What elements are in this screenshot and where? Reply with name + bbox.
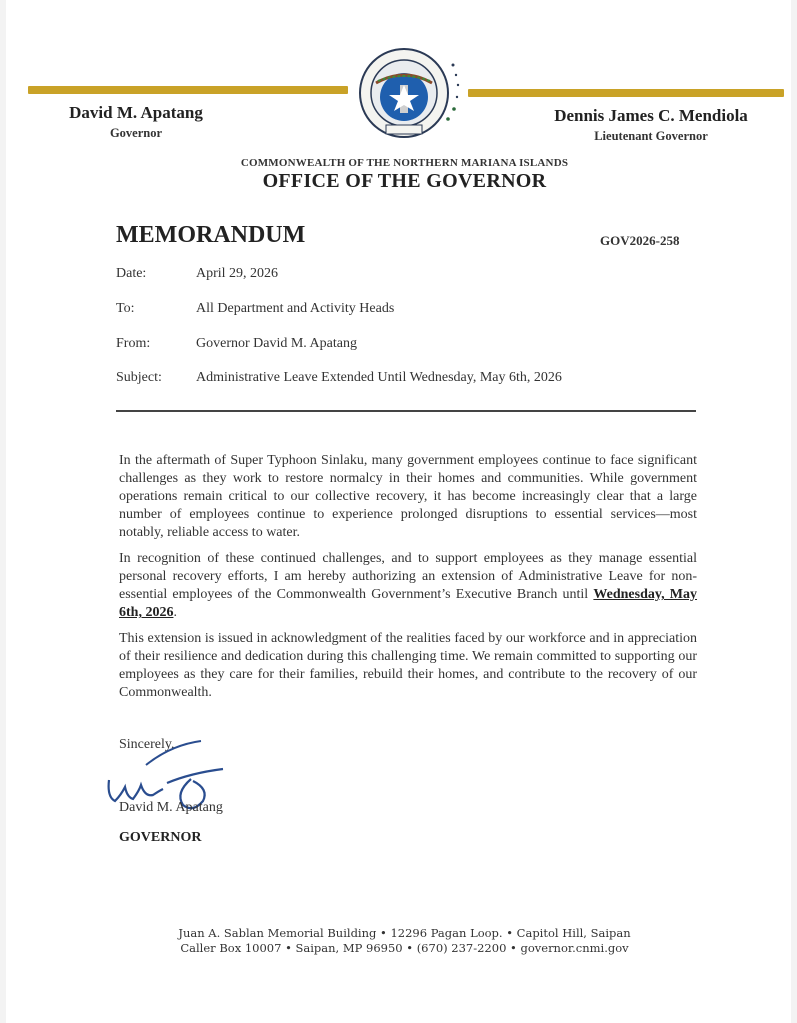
date-value: April 29, 2026 [196, 266, 279, 281]
memo-page [6, 0, 791, 1023]
letterhead-rule-right [468, 89, 784, 97]
lt-governor-title: Lieutenant Governor [594, 129, 708, 143]
letterhead-rule-left [28, 86, 348, 94]
closing: Sincerely, [119, 737, 175, 752]
from-value: Governor David M. Apatang [196, 336, 357, 351]
to-value: All Department and Activity Heads [196, 301, 395, 316]
governor-name: David M. Apatang [69, 103, 203, 122]
signatory-title: GOVERNOR [119, 830, 202, 845]
memo-title: MEMORANDUM [116, 222, 306, 248]
from-field [116, 336, 357, 352]
body-paragraph-2 [119, 550, 697, 622]
leave-end-date: Wednesday, May 6th, 2026 [119, 587, 698, 620]
to-field [116, 301, 394, 317]
office-heading: OFFICE OF THE GOVERNOR [262, 170, 547, 192]
footer-address [6, 926, 797, 956]
date-field [116, 266, 278, 282]
paragraph-2-end: . [173, 605, 177, 620]
commonwealth-heading: COMMONWEALTH OF THE NORTHERN MARIANA ISLANDS [240, 157, 569, 169]
from-label: From: [116, 336, 151, 351]
subject-field [116, 370, 562, 386]
lt-governor-name: Dennis James C. Mendiola [554, 106, 748, 125]
paragraph-2-text: In recognition of these continued challenges, and to support employees as they manage essential personal recovery efforts, I am hereby authorizing an extension of Administrative Leave for non-essential employees of the Commonwealth Government’s Executive Branch until [119, 551, 697, 602]
to-label: To: [116, 301, 135, 316]
body-paragraph-3: This extension is issued in acknowledgment of the realities faced by our workforce and in appreciation of their resilience and dedication during this challenging time. We remain committed to supporting our employees as they care for their families, rebuild their homes, and contribute to the recovery of our Commonwealth. [119, 631, 697, 700]
subject-label: Subject: [116, 370, 162, 385]
memo-number: GOV2026-258 [600, 233, 680, 248]
date-label: Date: [116, 266, 147, 281]
governor-block [6, 103, 266, 141]
official-seal-icon [356, 45, 466, 141]
subject-value: Administrative Leave Extended Until Wednesday, May 6th, 2026 [196, 370, 562, 385]
signatory-name: David M. Apatang [119, 800, 223, 815]
footer-line-1: Juan A. Sablan Memorial Building • 12296 Pagan Loop. • Capitol Hill, Saipan [178, 926, 631, 940]
body-paragraph-1: In the aftermath of Super Typhoon Sinlaku, many government employees continue to face significant challenges as they work to restore normalcy in their homes and communities. While government operations remain critical to our collective recovery, it has become increasingly clear that a large number of employees continue to experience prolonged disruptions to essential services—most notably, reliable access to water. [119, 453, 697, 540]
lt-governor-block [536, 106, 766, 144]
governor-title: Governor [109, 126, 163, 140]
header-divider [116, 410, 696, 412]
footer-line-2: Caller Box 10007 • Saipan, MP 96950 • (670) 237-2200 • governor.cnmi.gov [180, 941, 629, 955]
